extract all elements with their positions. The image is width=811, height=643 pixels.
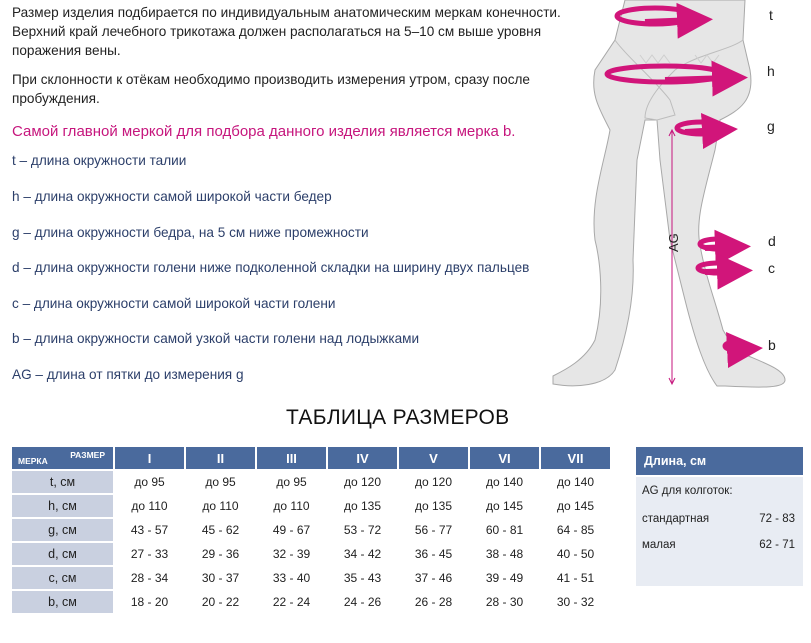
table-cell: 40 - 50: [541, 543, 610, 565]
length-row-label: стандартная: [642, 513, 710, 525]
table-corner-cell: [12, 447, 113, 469]
table-cell: до 95: [257, 471, 326, 493]
table-cell: до 120: [399, 471, 468, 493]
table-cell: 26 - 28: [399, 591, 468, 613]
table-cell: 45 - 62: [186, 519, 255, 541]
measure-t: t – длина окружности талии: [12, 153, 187, 168]
table-cell: 56 - 77: [399, 519, 468, 541]
table-cell: 18 - 20: [115, 591, 184, 613]
table-cell: до 145: [541, 495, 610, 517]
row-label-h: h, см: [12, 495, 113, 517]
leg-silhouette: [553, 0, 785, 387]
intro-paragraph-1: Размер изделия подбирается по индивидуальным анатомическим меркам конечности. Верхний край лечебного трикотажа должен располагаться на 5–10 см выше уровня поражения вены.: [12, 5, 561, 58]
size-header-row: [12, 447, 610, 469]
length-table: [636, 447, 803, 586]
measure-ag: AG – длина от пятки до измерения g: [12, 367, 244, 382]
table-cell: 35 - 43: [328, 567, 397, 589]
size-header-iv: IV: [328, 447, 397, 469]
size-header-v: V: [399, 447, 468, 469]
row-label-g: g, см: [12, 519, 113, 541]
table-cell: 22 - 24: [257, 591, 326, 613]
table-row: [12, 519, 610, 541]
table-cell: 53 - 72: [328, 519, 397, 541]
measure-h: h – длина окружности самой широкой части бедер: [12, 189, 332, 204]
label-d: d: [768, 233, 776, 249]
table-cell: 38 - 48: [470, 543, 539, 565]
intro-paragraph-2: При склонности к отёкам необходимо производить измерения утром, сразу после пробуждения.: [12, 72, 530, 106]
key-measure-note: Самой главной меркой для подбора данного изделия является мерка b.: [12, 123, 516, 140]
table-row: [12, 567, 610, 589]
table-cell: 30 - 32: [541, 591, 610, 613]
size-table: [10, 445, 612, 615]
table-cell: до 110: [115, 495, 184, 517]
table-cell: 20 - 22: [186, 591, 255, 613]
row-label-d: d, см: [12, 543, 113, 565]
table-cell: до 140: [541, 471, 610, 493]
table-cell: 33 - 40: [257, 567, 326, 589]
row-label-c: c, см: [12, 567, 113, 589]
measure-b: b – длина окружности самой узкой части голени над лодыжками: [12, 331, 420, 346]
table-cell: до 145: [470, 495, 539, 517]
table-cell: до 135: [399, 495, 468, 517]
table-cell: 39 - 49: [470, 567, 539, 589]
size-header-i: I: [115, 447, 184, 469]
length-subtitle: AG для колготок:: [642, 485, 733, 497]
table-cell: 34 - 42: [328, 543, 397, 565]
table-row: [12, 543, 610, 565]
length-row-value: 72 - 83: [759, 513, 795, 525]
table-cell: 29 - 36: [186, 543, 255, 565]
table-cell: 32 - 39: [257, 543, 326, 565]
size-header-vii: VII: [541, 447, 610, 469]
table-cell: 36 - 45: [399, 543, 468, 565]
size-header-vi: VI: [470, 447, 539, 469]
label-g: g: [767, 118, 775, 134]
row-label-t: t, см: [12, 471, 113, 493]
table-cell: 43 - 57: [115, 519, 184, 541]
length-row-value: 62 - 71: [759, 539, 795, 551]
table-cell: 60 - 81: [470, 519, 539, 541]
table-cell: 27 - 33: [115, 543, 184, 565]
intro-text: [12, 3, 572, 118]
table-cell: 24 - 26: [328, 591, 397, 613]
table-cell: до 120: [328, 471, 397, 493]
row-label-b: b, см: [12, 591, 113, 613]
table-cell: до 95: [186, 471, 255, 493]
label-h: h: [767, 63, 775, 79]
measure-c: c – длина окружности самой широкой части голени: [12, 296, 336, 311]
table-cell: до 135: [328, 495, 397, 517]
length-row-label: малая: [642, 539, 676, 551]
size-header-ii: II: [186, 447, 255, 469]
ag-label: AG: [666, 233, 681, 252]
table-cell: 49 - 67: [257, 519, 326, 541]
size-header-iii: III: [257, 447, 326, 469]
corner-size-label: РАЗМЕР: [70, 450, 105, 460]
label-b: b: [768, 337, 776, 353]
label-c: c: [768, 260, 775, 276]
table-row: [12, 591, 610, 613]
table-cell: 37 - 46: [399, 567, 468, 589]
measure-d: d – длина окружности голени ниже подколенной складки на ширину двух пальцев: [12, 260, 530, 275]
table-cell: до 95: [115, 471, 184, 493]
table-cell: 28 - 34: [115, 567, 184, 589]
table-title: ТАБЛИЦА РАЗМЕРОВ: [286, 406, 510, 429]
measure-arrow-d: [700, 239, 736, 249]
table-cell: до 110: [257, 495, 326, 517]
leg-measurement-figure: [545, 0, 811, 392]
table-cell: до 140: [470, 471, 539, 493]
length-table-body: [636, 477, 803, 586]
table-row: [12, 495, 610, 517]
measure-g: g – длина окружности бедра, на 5 см ниже промежности: [12, 225, 369, 240]
label-t: t: [769, 7, 773, 23]
length-row-small: [642, 539, 795, 551]
corner-measure-label: МЕРКА: [18, 456, 48, 466]
table-cell: 28 - 30: [470, 591, 539, 613]
table-row: [12, 471, 610, 493]
table-cell: до 110: [186, 495, 255, 517]
table-cell: 41 - 51: [541, 567, 610, 589]
length-row-standard: [642, 513, 795, 525]
length-table-header: Длина, см: [636, 447, 803, 475]
table-cell: 64 - 85: [541, 519, 610, 541]
table-cell: 30 - 37: [186, 567, 255, 589]
